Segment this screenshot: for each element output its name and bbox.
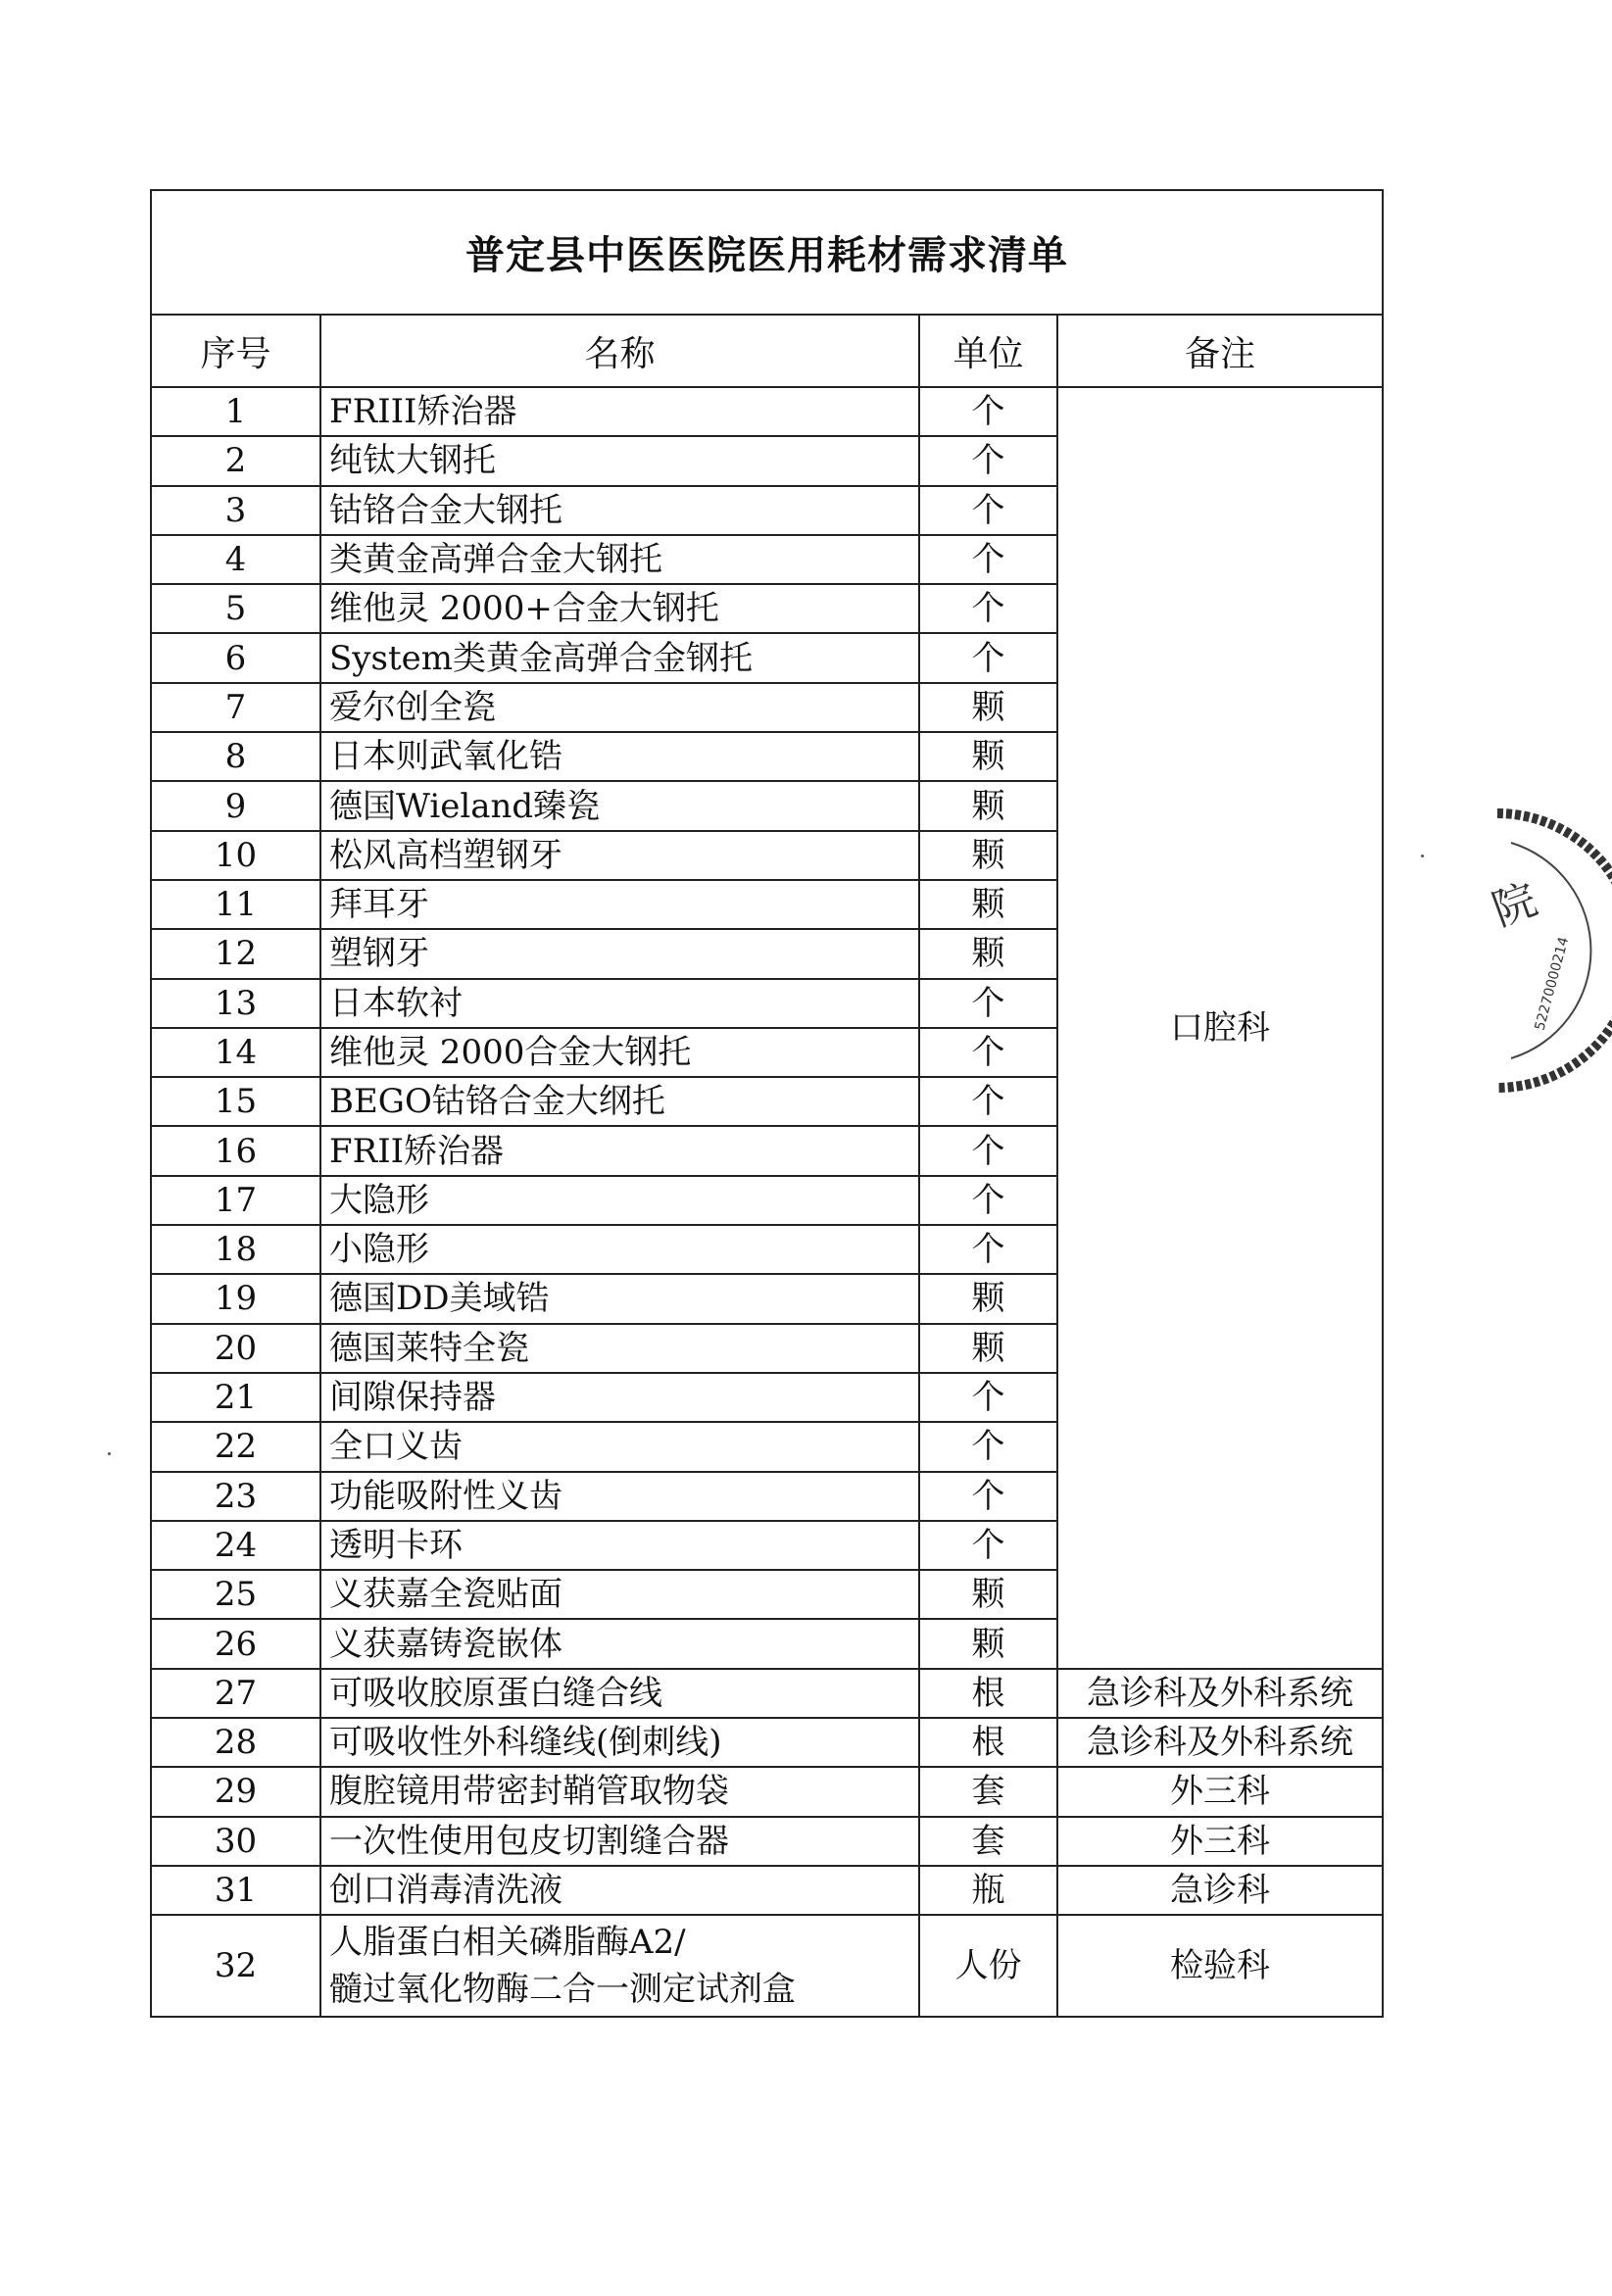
item-name: 义获嘉铸瓷嵌体 [320, 1619, 919, 1668]
row-number: 10 [151, 831, 320, 880]
row-number: 27 [151, 1669, 320, 1718]
row-number: 11 [151, 880, 320, 929]
item-unit: 个 [919, 1028, 1057, 1077]
scan-speck [108, 1452, 111, 1455]
row-number: 9 [151, 781, 320, 830]
item-unit: 个 [919, 1176, 1057, 1225]
item-unit: 个 [919, 1077, 1057, 1126]
row-number: 14 [151, 1028, 320, 1077]
stamp-code: 52270000214 [1532, 935, 1573, 1033]
table-row [151, 1915, 1383, 2017]
item-unit: 个 [919, 387, 1057, 436]
table-header [151, 315, 1383, 387]
row-number: 4 [151, 535, 320, 584]
item-name: 义获嘉全瓷贴面 [320, 1570, 919, 1619]
item-unit: 个 [919, 1373, 1057, 1422]
table-row [151, 1866, 1383, 1915]
row-number: 25 [151, 1570, 320, 1619]
header-no: 序号 [151, 315, 320, 387]
consumables-table [150, 189, 1384, 2018]
scan-speck [1421, 855, 1424, 857]
item-name: 塑钢牙 [320, 929, 919, 978]
item-unit: 个 [919, 1472, 1057, 1521]
item-unit: 颗 [919, 781, 1057, 830]
row-number: 3 [151, 486, 320, 535]
header-unit: 单位 [919, 315, 1057, 387]
item-name: 日本软衬 [320, 979, 919, 1028]
row-number: 15 [151, 1077, 320, 1126]
item-name: 维他灵 2000+合金大钢托 [320, 584, 919, 633]
item-unit: 颗 [919, 1274, 1057, 1323]
item-unit: 人份 [919, 1915, 1057, 2017]
item-name: 可吸收性外科缝线(倒刺线) [320, 1718, 919, 1767]
item-unit: 套 [919, 1817, 1057, 1866]
item-name: 一次性使用包皮切割缝合器 [320, 1817, 919, 1866]
item-name: 可吸收胶原蛋白缝合线 [320, 1669, 919, 1718]
item-unit: 颗 [919, 1570, 1057, 1619]
item-name: FRIII矫治器 [320, 387, 919, 436]
row-number: 26 [151, 1619, 320, 1668]
item-unit: 个 [919, 535, 1057, 584]
item-unit: 颗 [919, 880, 1057, 929]
item-name: 类黄金高弹合金大钢托 [320, 535, 919, 584]
requirement-sheet [150, 189, 1382, 2018]
item-name: 间隙保持器 [320, 1373, 919, 1422]
row-number: 8 [151, 732, 320, 781]
row-number: 17 [151, 1176, 320, 1225]
row-number: 30 [151, 1817, 320, 1866]
item-unit: 根 [919, 1718, 1057, 1767]
dental-department-note: 口腔科 [1057, 387, 1383, 1669]
row-number: 31 [151, 1866, 320, 1915]
item-name-line: 髓过氧化物酶二合一测定试剂盒 [329, 1970, 796, 2010]
item-note: 急诊科及外科系统 [1057, 1718, 1383, 1767]
item-name: 日本则武氧化锆 [320, 732, 919, 781]
item-note: 急诊科及外科系统 [1057, 1669, 1383, 1718]
item-note: 检验科 [1057, 1915, 1383, 2017]
item-note: 外三科 [1057, 1767, 1383, 1816]
item-name: 拜耳牙 [320, 880, 919, 929]
item-name: 大隐形 [320, 1176, 919, 1225]
item-unit: 个 [919, 486, 1057, 535]
item-unit: 个 [919, 1225, 1057, 1274]
item-unit: 颗 [919, 1324, 1057, 1373]
row-number: 5 [151, 584, 320, 633]
item-unit: 个 [919, 1521, 1057, 1570]
item-unit: 瓶 [919, 1866, 1057, 1915]
table-row [151, 1669, 1383, 1718]
row-number: 1 [151, 387, 320, 436]
item-name: 创口消毒清洗液 [320, 1866, 919, 1915]
item-name: 德国DD美域锆 [320, 1274, 919, 1323]
item-name: 爱尔创全瓷 [320, 683, 919, 732]
item-name-line: 人脂蛋白相关磷脂酶A2/ [329, 1923, 686, 1963]
item-name: 腹腔镜用带密封鞘管取物袋 [320, 1767, 919, 1816]
item-name: 纯钛大钢托 [320, 436, 919, 485]
row-number: 24 [151, 1521, 320, 1570]
row-number: 7 [151, 683, 320, 732]
row-number: 21 [151, 1373, 320, 1422]
item-name: System类黄金高弹合金钢托 [320, 633, 919, 682]
item-name: 维他灵 2000合金大钢托 [320, 1028, 919, 1077]
item-unit: 个 [919, 633, 1057, 682]
item-note: 急诊科 [1057, 1866, 1383, 1915]
item-unit: 个 [919, 584, 1057, 633]
item-name: 小隐形 [320, 1225, 919, 1274]
item-unit: 颗 [919, 831, 1057, 880]
row-number: 16 [151, 1126, 320, 1175]
row-number: 23 [151, 1472, 320, 1521]
row-number: 6 [151, 633, 320, 682]
item-unit: 个 [919, 979, 1057, 1028]
item-unit: 个 [919, 1126, 1057, 1175]
row-number: 12 [151, 929, 320, 978]
item-unit: 颗 [919, 732, 1057, 781]
item-unit: 颗 [919, 683, 1057, 732]
item-name: 功能吸附性义齿 [320, 1472, 919, 1521]
header-note: 备注 [1057, 315, 1383, 387]
item-unit: 个 [919, 436, 1057, 485]
item-name: 透明卡环 [320, 1521, 919, 1570]
row-number: 20 [151, 1324, 320, 1373]
table-row [151, 1817, 1383, 1866]
item-note: 外三科 [1057, 1817, 1383, 1866]
item-name: FRII矫治器 [320, 1126, 919, 1175]
table-row [151, 1718, 1383, 1767]
item-name: BEGO钴铬合金大纲托 [320, 1077, 919, 1126]
row-number: 2 [151, 436, 320, 485]
stamp-char: 院 [1486, 874, 1544, 937]
item-name: 德国Wieland臻瓷 [320, 781, 919, 830]
item-unit: 颗 [919, 1619, 1057, 1668]
row-number: 32 [151, 1915, 320, 2017]
row-number: 18 [151, 1225, 320, 1274]
document-title: 普定县中医医院医用耗材需求清单 [151, 190, 1383, 315]
table-row [151, 1767, 1383, 1816]
item-name: 德国莱特全瓷 [320, 1324, 919, 1373]
item-name: 钴铬合金大钢托 [320, 486, 919, 535]
row-number: 19 [151, 1274, 320, 1323]
item-name: 全口义齿 [320, 1422, 919, 1471]
row-number: 22 [151, 1422, 320, 1471]
item-unit: 个 [919, 1422, 1057, 1471]
hospital-seal-stamp [1478, 804, 1612, 1098]
item-unit: 套 [919, 1767, 1057, 1816]
row-number: 28 [151, 1718, 320, 1767]
item-name: 松风高档塑钢牙 [320, 831, 919, 880]
item-name [320, 1915, 919, 2017]
row-number: 29 [151, 1767, 320, 1816]
header-name: 名称 [320, 315, 919, 387]
item-unit: 颗 [919, 929, 1057, 978]
item-unit: 根 [919, 1669, 1057, 1718]
table-row [151, 387, 1383, 436]
row-number: 13 [151, 979, 320, 1028]
